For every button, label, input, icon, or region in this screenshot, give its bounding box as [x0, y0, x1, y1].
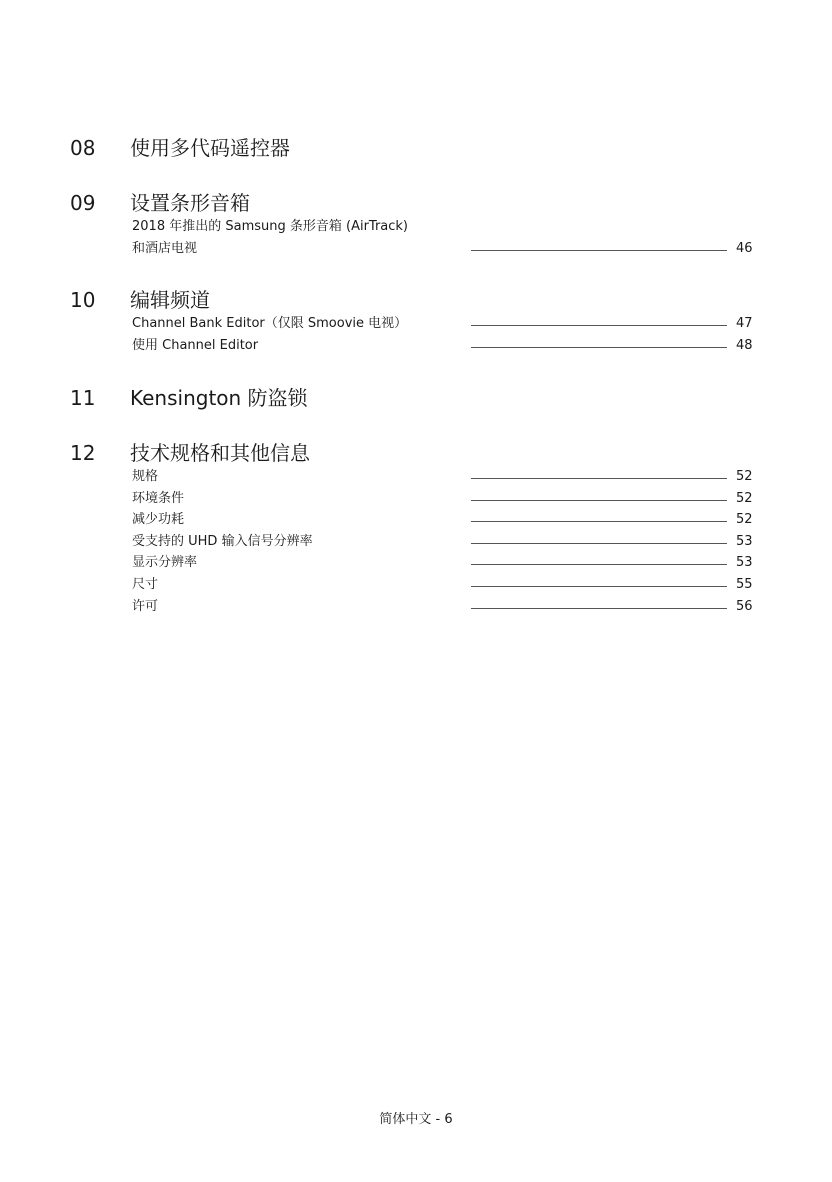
entry-title: 使用 Channel Editor	[132, 337, 259, 353]
section-number: 08	[70, 136, 96, 160]
page-footer: 简体中文 - 6	[379, 1112, 453, 1127]
section-number: 09	[70, 191, 96, 215]
page-number: 55	[736, 576, 753, 592]
toc-entry[interactable]	[0, 467, 832, 489]
entry-title: 规格	[132, 469, 159, 484]
toc-section-10	[0, 287, 832, 360]
section-title: 技术规格和其他信息	[130, 441, 310, 465]
section-title: 使用多代码遥控器	[130, 136, 290, 160]
leader-line	[471, 500, 727, 501]
entry-title: 环境条件	[132, 490, 185, 506]
page-number: 46	[736, 241, 753, 256]
toc-entry[interactable]	[0, 510, 832, 532]
entry-title: 尺寸	[132, 576, 159, 592]
page-number: 56	[736, 598, 753, 614]
section-title: Kensington 防盗锁	[130, 386, 308, 410]
toc-section-12	[0, 440, 832, 621]
leader-line	[471, 250, 727, 251]
toc-section-08	[0, 135, 832, 165]
entry-title: Channel Bank Editor（仅限 Smoovie 电视）	[132, 316, 408, 331]
toc-entry[interactable]	[0, 575, 832, 597]
section-heading[interactable]	[0, 190, 832, 220]
leader-line	[471, 325, 727, 326]
leader-line	[471, 478, 727, 479]
toc-entry[interactable]	[0, 553, 832, 575]
toc-entry[interactable]	[0, 314, 832, 336]
leader-line	[471, 564, 727, 565]
leader-line	[471, 586, 727, 587]
toc-entry[interactable]	[0, 489, 832, 511]
entry-title-line2: 和酒店电视	[132, 241, 198, 256]
section-heading[interactable]	[0, 135, 832, 165]
entry-title: 受支持的 UHD 输入信号分辨率	[132, 533, 313, 549]
entry-title-line1: 2018 年推出的 Samsung 条形音箱 (AirTrack)	[132, 219, 409, 234]
section-heading[interactable]	[0, 287, 832, 317]
entry-title: 显示分辨率	[132, 555, 198, 571]
section-number: 12	[70, 441, 96, 465]
leader-line	[471, 347, 727, 348]
toc-entry[interactable]	[0, 597, 832, 619]
page-number: 52	[736, 512, 753, 528]
entry-title: 减少功耗	[132, 512, 185, 528]
section-heading[interactable]	[0, 440, 832, 470]
section-title: 编辑频道	[130, 288, 210, 312]
section-number: 11	[70, 386, 96, 410]
leader-line	[471, 608, 727, 609]
page-number: 52	[736, 469, 753, 484]
page-number: 52	[736, 490, 753, 506]
section-number: 10	[70, 288, 96, 312]
section-heading[interactable]	[0, 385, 832, 415]
page-number: 53	[736, 533, 753, 549]
toc-entry[interactable]	[0, 336, 832, 358]
page-number: 47	[736, 316, 753, 331]
toc-section-11	[0, 385, 832, 415]
page-number: 53	[736, 555, 753, 571]
toc-entry[interactable]	[0, 217, 832, 261]
leader-line	[471, 543, 727, 544]
section-title: 设置条形音箱	[130, 191, 250, 215]
page-number: 48	[736, 337, 753, 353]
toc-entry[interactable]	[0, 532, 832, 554]
leader-line	[471, 521, 727, 522]
toc-section-09	[0, 190, 832, 264]
entry-title: 许可	[132, 598, 159, 614]
